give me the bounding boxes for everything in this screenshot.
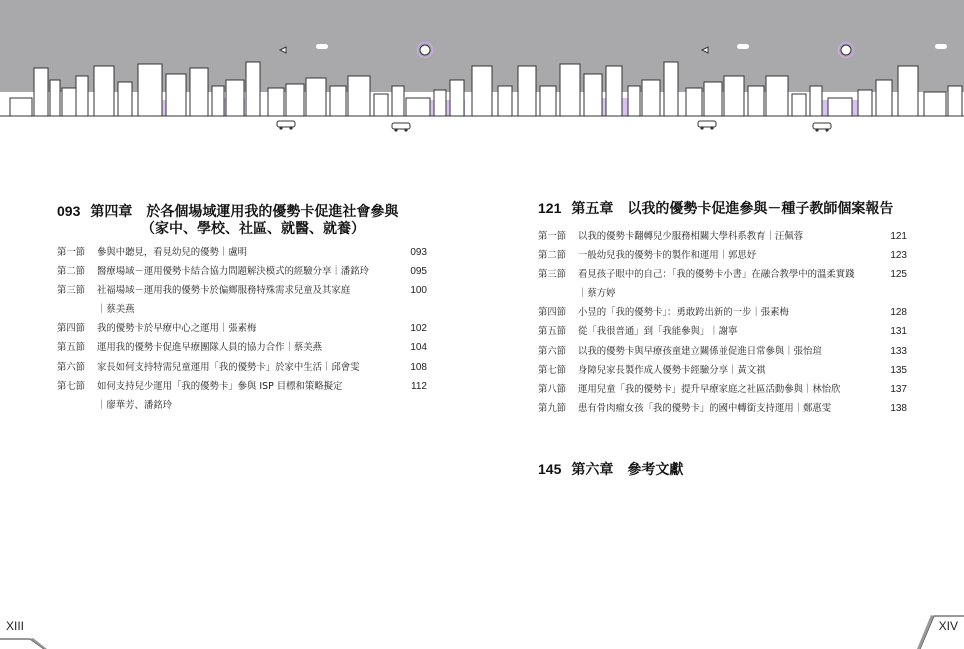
building-shape — [748, 86, 764, 116]
toc-row — [538, 342, 907, 361]
chapter-page-number: 121 — [538, 200, 562, 216]
building-shape — [190, 68, 208, 116]
building-shape — [392, 86, 404, 116]
building-shape — [166, 74, 186, 116]
section-title: 社福場域－運用我的優勢卡於偏鄉服務特殊需求兒童及其家庭 — [97, 285, 351, 297]
section-author: ｜廖華芳、潘銘玲 — [97, 399, 173, 411]
section-title: 參與中聽見，看見幼兒的優勢｜盧明 — [97, 247, 248, 258]
building-shape — [406, 98, 430, 116]
building-shape — [518, 66, 536, 116]
building-shape — [704, 82, 722, 116]
section-number: 第一節 — [57, 247, 86, 258]
toc-row — [57, 319, 427, 338]
section-page-number: 102 — [410, 323, 427, 335]
building-shape — [810, 86, 822, 116]
building-shape — [560, 64, 580, 116]
chapter-title: 第五章 以我的優勢卡促進參與－種子教師個案報告 — [571, 201, 894, 217]
car-icon — [813, 123, 831, 132]
car-icon — [392, 123, 410, 132]
building-shape — [450, 80, 464, 116]
section-number: 第五節 — [57, 342, 86, 354]
toc-row — [57, 262, 427, 281]
building-shape — [642, 80, 660, 116]
toc-row — [57, 243, 427, 262]
section-page-number: 137 — [890, 383, 907, 395]
building-shape — [374, 94, 388, 116]
cloud-icon — [737, 44, 749, 49]
toc-row — [57, 281, 427, 300]
building-shape — [10, 98, 32, 116]
section-title: 如何支持兒少運用「我的優勢卡」參與 ISP 目標和策略擬定 — [97, 380, 343, 392]
section-page-number: 128 — [890, 307, 907, 319]
section-number: 第七節 — [57, 380, 86, 392]
toc-row — [57, 377, 427, 396]
toc-row-continuation — [57, 300, 427, 319]
toc-row — [538, 303, 907, 322]
building-shape — [828, 98, 852, 116]
building-shape — [306, 78, 326, 116]
page-number-right: XIV — [938, 619, 958, 633]
toc-row — [538, 265, 907, 284]
toc-row — [57, 338, 427, 357]
toc-row — [538, 246, 907, 265]
section-number: 第四節 — [538, 307, 567, 319]
section-page-number: 108 — [410, 361, 427, 373]
toc-row — [57, 358, 427, 377]
folio-left — [0, 609, 60, 649]
building-shape — [584, 74, 602, 116]
chapter-title-line2: （家中、學校、社區、就醫、就養） — [141, 221, 365, 237]
section-number: 第一節 — [538, 231, 567, 242]
toc-row — [538, 227, 907, 246]
toc-row-continuation — [57, 396, 427, 415]
folio-right — [904, 609, 964, 649]
building-shape — [898, 66, 918, 116]
toc-left — [57, 243, 427, 415]
building-shape — [924, 92, 946, 116]
building-shape — [330, 86, 346, 116]
section-title: 醫療場域－運用優勢卡結合協力問題解決模式的經驗分享｜潘銘玲 — [97, 266, 369, 278]
section-title: 運用我的優勢卡促進早療團隊人員的協力合作｜蔡美燕 — [97, 342, 323, 354]
section-page-number: 100 — [410, 285, 427, 297]
chapter-title: 第六章 參考文獻 — [571, 462, 684, 478]
section-page-number: 131 — [890, 326, 907, 338]
sun-icon — [839, 43, 854, 58]
building-shape — [76, 76, 88, 116]
building-shape — [94, 66, 114, 116]
section-page-number: 121 — [890, 231, 907, 242]
building-shape — [268, 88, 284, 116]
chapter-title: 第四章 於各個場域運用我的優勢卡促進社會參與 — [90, 204, 399, 220]
section-title: 以我的優勢卡與早療孩童建立關係並促進日常參與｜張怡瑄 — [578, 345, 822, 357]
section-number: 第四節 — [57, 323, 86, 335]
building-shape — [212, 86, 224, 116]
building-shape — [34, 68, 48, 116]
building-shape — [138, 64, 162, 116]
toc-row — [538, 361, 907, 380]
section-page-number: 104 — [410, 342, 427, 354]
section-page-number: 123 — [890, 250, 907, 262]
cloud-icon — [316, 44, 328, 49]
sun-icon — [418, 43, 433, 58]
building-shape — [766, 76, 788, 116]
section-author: ｜蔡方婷 — [578, 288, 616, 300]
building-shape — [50, 80, 60, 116]
section-title: 我的優勢卡於早療中心之運用｜張素梅 — [97, 323, 257, 335]
section-title: 以我的優勢卡翻轉兒少服務相關大學科系教育｜汪佩蓉 — [578, 231, 804, 242]
section-page-number: 125 — [890, 269, 907, 281]
chapter-4-subtitle — [141, 220, 365, 238]
toc-row — [538, 380, 907, 399]
car-icon — [698, 121, 716, 130]
section-title: 一般幼兒我的優勢卡的製作和運用｜郭思妤 — [578, 250, 757, 262]
building-shape — [948, 86, 962, 116]
toc-right — [538, 227, 907, 418]
chapter-4-heading — [57, 202, 398, 221]
building-shape — [724, 76, 744, 116]
building-shape — [286, 84, 304, 116]
section-title: 患有骨肉瘤女孩「我的優勢卡」的國中轉銜支持運用｜鄭惠雯 — [578, 402, 832, 414]
building-shape — [118, 82, 132, 116]
section-page-number: 112 — [411, 380, 427, 392]
section-title: 看見孩子眼中的自己：「我的優勢卡小書」在融合教學中的溫柔實踐 — [578, 269, 855, 281]
section-title: 身障兒家長製作成人優勢卡經驗分享｜黃文祺 — [578, 364, 766, 376]
building-shape — [226, 80, 244, 116]
building-shape — [498, 86, 512, 116]
section-number: 第五節 — [538, 326, 567, 338]
section-page-number: 133 — [890, 345, 907, 357]
page-number-left: XIII — [6, 619, 25, 633]
chapter-6-heading — [538, 460, 683, 479]
building-shape — [664, 62, 678, 116]
building-shape — [606, 66, 622, 116]
section-page-number: 138 — [890, 402, 907, 414]
toc-row — [538, 322, 907, 341]
cloud-icon — [935, 44, 947, 49]
section-title: 從「我很普通」到「我能參與」｜謝寧 — [578, 326, 738, 338]
section-page-number: 093 — [410, 247, 427, 258]
toc-row — [538, 399, 907, 418]
building-shape — [434, 90, 446, 116]
building-shape — [876, 80, 892, 116]
section-number: 第六節 — [538, 345, 567, 357]
section-number: 第三節 — [538, 269, 567, 281]
chapter-page-number: 093 — [57, 203, 81, 219]
section-page-number: 135 — [890, 364, 907, 376]
building-shape — [628, 86, 640, 116]
chapter-5-heading — [538, 199, 893, 218]
building-shape — [540, 86, 556, 116]
building-shape — [472, 66, 492, 116]
section-number: 第二節 — [57, 266, 86, 278]
section-title: 小昱的「我的優勢卡」：勇敢跨出新的一步｜張素梅 — [578, 307, 789, 319]
building-shape — [246, 62, 260, 116]
section-number: 第六節 — [57, 361, 86, 373]
section-title: 家長如何支持特需兒童運用「我的優勢卡」於家中生活｜邱會雯 — [97, 361, 360, 373]
building-shape — [858, 90, 872, 116]
section-page-number: 095 — [410, 266, 427, 278]
building-shape — [792, 94, 806, 116]
section-number: 第八節 — [538, 383, 567, 395]
section-number: 第九節 — [538, 402, 567, 414]
section-author: ｜蔡美燕 — [97, 304, 135, 316]
section-number: 第三節 — [57, 285, 86, 297]
city-skyline-banner — [0, 0, 964, 135]
car-icon — [277, 121, 295, 130]
toc-row-continuation — [538, 284, 907, 303]
chapter-page-number: 145 — [538, 461, 562, 477]
building-shape — [348, 76, 370, 116]
building-shape — [686, 88, 702, 116]
section-number: 第七節 — [538, 364, 567, 376]
section-title: 運用兒童「我的優勢卡」提升早療家庭之社區活動參與｜林怡欣 — [578, 383, 841, 395]
section-number: 第二節 — [538, 250, 567, 262]
